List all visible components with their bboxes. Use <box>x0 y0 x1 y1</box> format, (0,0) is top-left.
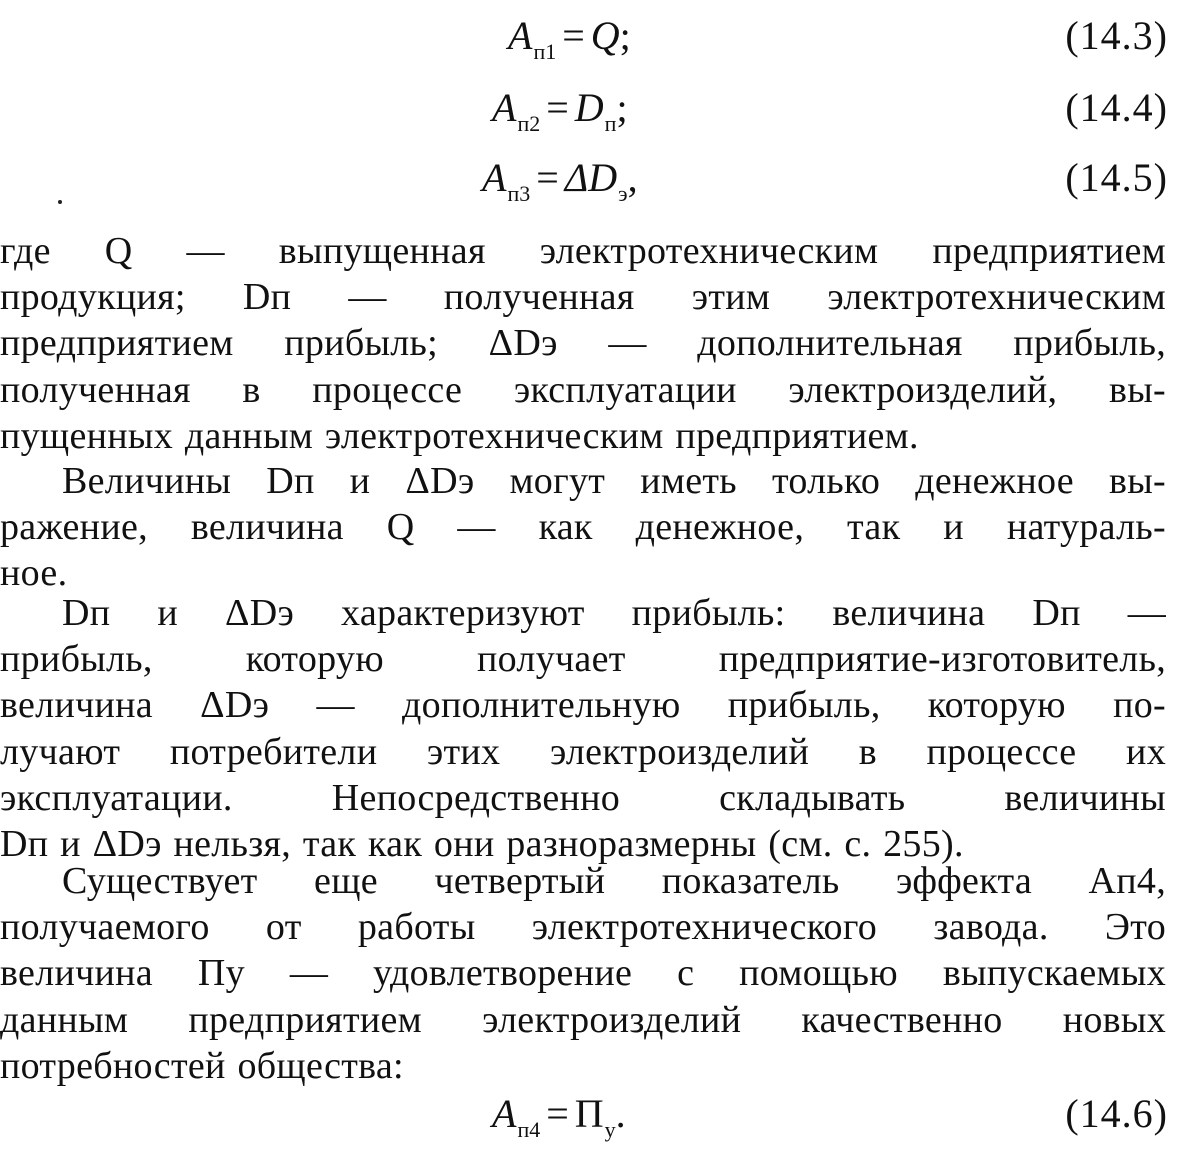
eq-op: = <box>562 13 585 58</box>
eq-op: = <box>546 85 569 130</box>
eq-rhs: ΔD <box>564 155 618 200</box>
text-line: предприятием прибыль; ΔDэ — дополнительная прибыль, <box>0 322 1166 365</box>
text-line: полученная в процессе эксплуатации электроизделий, вы- <box>0 368 1166 411</box>
text-line: эксплуатации. Непосредственно складывать величины <box>0 776 1166 819</box>
text-line: Величины Dп и ΔDэ могут иметь только денежное вы- <box>62 460 1166 502</box>
text-line-indented <box>0 590 1166 636</box>
equation-14-5 <box>0 150 1168 206</box>
paragraph-definitions <box>0 228 1166 459</box>
eq-rhs: П <box>574 1091 604 1136</box>
text-line: ражение, величина Q — как денежное, так и натураль- <box>0 506 1166 549</box>
text-line: получаемого от работы электротехнического завода. Это <box>0 906 1166 949</box>
eq-var: A <box>492 85 517 130</box>
text-line: ное. <box>0 552 68 595</box>
text-line: лучают потребители этих электроизделий в процессе их <box>0 730 1166 773</box>
formula <box>508 8 631 80</box>
text-line-indented <box>0 458 1166 504</box>
eq-var-sub: п2 <box>517 111 541 136</box>
eq-rhs-sub: у <box>604 1117 616 1142</box>
equation-14-6 <box>0 1086 1168 1142</box>
eq-var: A <box>482 155 507 200</box>
text-line: продукция; Dп — полученная этим электротехническим <box>0 276 1166 319</box>
equation-14-4 <box>0 80 1168 136</box>
eq-var-sub: п1 <box>533 39 557 64</box>
text-line: где Q — выпущенная электротехническим предприятием <box>0 230 1166 272</box>
text-line: пущенных данным электротехническим предприятием. <box>0 414 919 457</box>
eq-op: = <box>536 155 559 200</box>
eq-var-sub: п4 <box>517 1117 541 1142</box>
eq-end: , <box>627 155 638 200</box>
text-line: Существует еще четвертый показатель эффекта Aп4, <box>62 860 1166 902</box>
eq-rhs-sub: п <box>604 111 617 136</box>
text-line-indented <box>0 858 1166 904</box>
text-line: данным предприятием электроизделий качественно новых <box>0 998 1166 1041</box>
eq-rhs: D <box>574 85 604 130</box>
eq-var: A <box>492 1091 517 1136</box>
equation-number: (14.3) <box>1065 13 1168 58</box>
eq-var: A <box>508 13 533 58</box>
eq-end: ; <box>619 13 631 58</box>
paragraph-profit <box>0 590 1166 867</box>
text-line: Dп и ΔDэ характеризуют прибыль: величина Dп — <box>62 592 1166 634</box>
equation-14-3 <box>0 8 1168 64</box>
text-line: потребностей общества: <box>0 1044 404 1087</box>
paragraph-fourth-indicator <box>0 858 1166 1089</box>
eq-rhs-sub: э <box>618 181 628 206</box>
eq-rhs: Q <box>590 13 620 58</box>
equation-number: (14.4) <box>1065 85 1168 130</box>
formula <box>492 80 628 152</box>
text-line: прибыль, которую получает предприятие-изготовитель, <box>0 638 1166 681</box>
eq-op: = <box>546 1091 569 1136</box>
text-line: Dп и ΔDэ нельзя, так как они разноразмерны (см. с. 255). <box>0 823 964 866</box>
text-line: величина Пу — удовлетворение с помощью выпускаемых <box>0 952 1166 995</box>
formula <box>492 1086 626 1158</box>
eq-end: . <box>615 1091 626 1136</box>
equation-number: (14.6) <box>1065 1091 1168 1136</box>
formula <box>482 150 638 222</box>
eq-end: ; <box>616 85 628 130</box>
eq-var-sub: п3 <box>507 181 531 206</box>
equation-number: (14.5) <box>1065 155 1168 200</box>
text-line: величина ΔDэ — дополнительную прибыль, которую по- <box>0 684 1166 727</box>
paragraph-values <box>0 458 1166 597</box>
